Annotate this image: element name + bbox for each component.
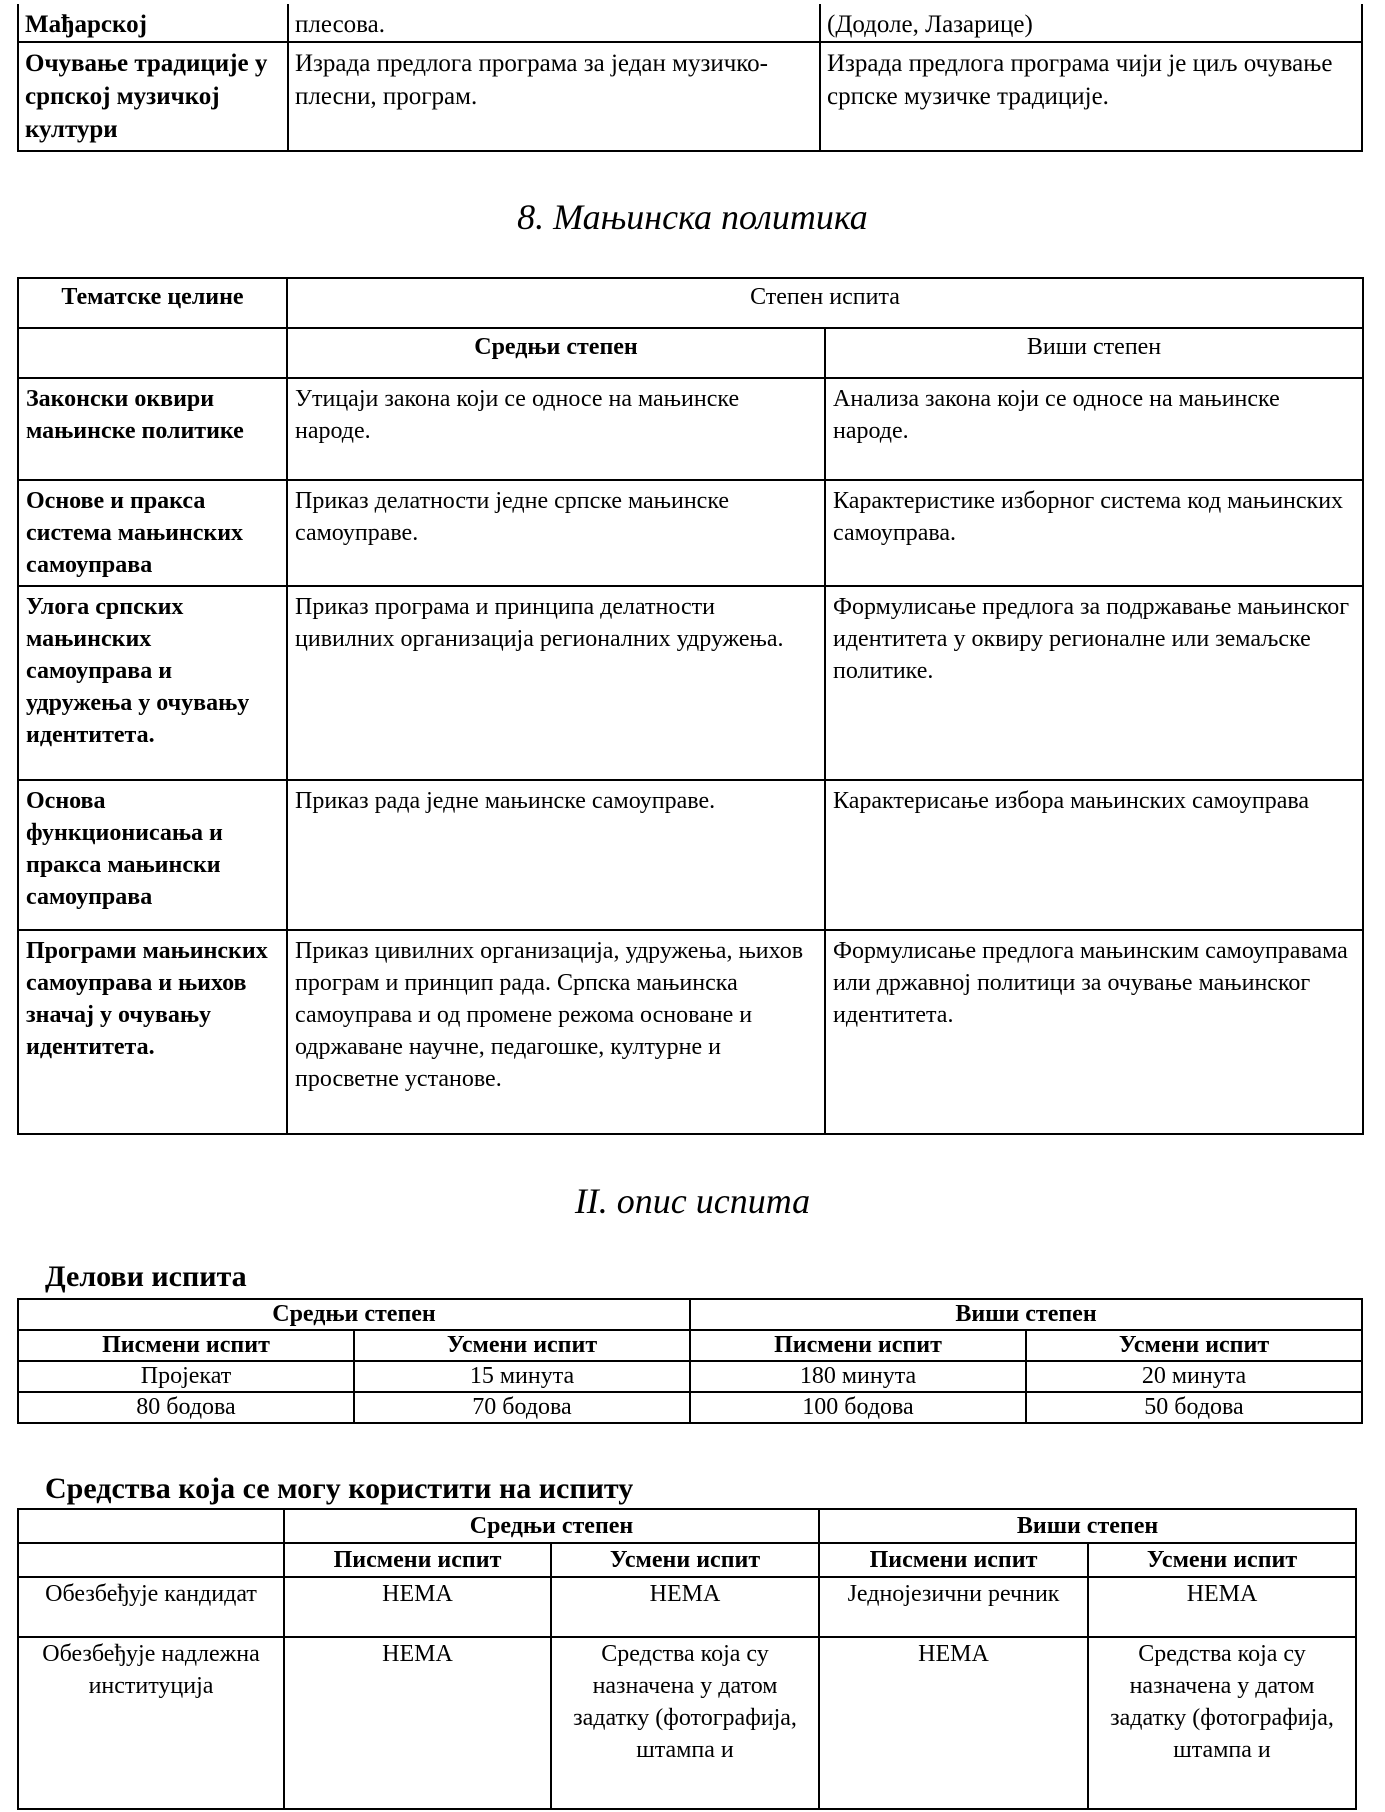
mid-level-cell: Приказ делатности једне српске мањинске самоуправе.	[287, 480, 825, 586]
table-cell: 70 бодова	[354, 1392, 690, 1423]
table-cell: НЕМА	[284, 1577, 551, 1637]
table-row	[18, 1392, 1362, 1423]
exam-parts-table	[17, 1298, 1363, 1424]
header-high-level: Виши степен	[825, 328, 1363, 378]
table-cell: 15 минута	[354, 1361, 690, 1392]
theme-cell: Мађарској	[18, 4, 288, 42]
table-cell: 50 бодова	[1026, 1392, 1362, 1423]
table-row	[18, 378, 1363, 480]
table-header-row	[18, 1509, 1356, 1543]
high-level-cell: Карактеристике изборног система код мањинских самоуправа.	[825, 480, 1363, 586]
table-cell: Пројекат	[18, 1361, 354, 1392]
header-oral: Усмени испит	[551, 1543, 819, 1577]
table-cell: 180 минута	[690, 1361, 1026, 1392]
header-exam-level: Степен испита	[287, 278, 1363, 328]
header-written: Писмени испит	[819, 1543, 1088, 1577]
row-label: Обезбеђује надлежна институција	[18, 1637, 284, 1809]
mid-level-cell: Израда предлога програма за један музичко-плесни, програм.	[288, 42, 820, 151]
table-cell: НЕМА	[819, 1637, 1088, 1809]
mid-level-cell: Утицаји закона који се односе на мањинске народе.	[287, 378, 825, 480]
empty-cell	[18, 1543, 284, 1577]
table-cell: НЕМА	[551, 1577, 819, 1637]
table-header-row	[18, 278, 1363, 328]
section-title-minority-policy: 8. Мањинска политика	[517, 197, 868, 237]
high-level-cell: Формулисање предлога мањинским самоуправама или државној политици за очување мањинског идентитета.	[825, 930, 1363, 1134]
header-high-level: Виши степен	[819, 1509, 1356, 1543]
theme-cell: Програми мањинских самоуправа и њихов значај у очувању идентитета.	[18, 930, 287, 1134]
table-cell: 20 минута	[1026, 1361, 1362, 1392]
table-row	[18, 930, 1363, 1134]
header-oral: Усмени испит	[1088, 1543, 1356, 1577]
table-row	[18, 480, 1363, 586]
table-cell: Средства која су назначена у датом задатку (фотографија, штампа и	[1088, 1637, 1356, 1809]
header-written: Писмени испит	[690, 1330, 1026, 1361]
exam-parts-heading: Делови испита	[45, 1260, 247, 1293]
high-level-cell: (Додоле, Лазарице)	[820, 4, 1362, 42]
table-header-row	[18, 328, 1363, 378]
table-row	[18, 4, 1362, 42]
theme-cell: Очување традиције у српској музичкој култури	[18, 42, 288, 151]
table-cell: Једнојезични речник	[819, 1577, 1088, 1637]
row-label: Обезбеђује кандидат	[18, 1577, 284, 1637]
empty-cell	[18, 328, 287, 378]
mid-level-cell: Приказ рада једне мањинске самоуправе.	[287, 780, 825, 930]
header-themes: Тематске целине	[18, 278, 287, 328]
theme-cell: Законски оквири мањинске политике	[18, 378, 287, 480]
allowed-means-heading: Средства која се могу користити на испиту	[45, 1472, 634, 1505]
header-written: Писмени испит	[284, 1543, 551, 1577]
high-level-cell: Карактерисање избора мањинских самоуправа	[825, 780, 1363, 930]
table-cell: Средства која су назначена у датом задатку (фотографија, штампа и	[551, 1637, 819, 1809]
header-mid-level: Средњи степен	[284, 1509, 819, 1543]
table-row	[18, 1361, 1362, 1392]
table-row	[18, 780, 1363, 930]
table-header-row	[18, 1543, 1356, 1577]
header-high-level: Виши степен	[690, 1299, 1362, 1330]
header-oral: Усмени испит	[354, 1330, 690, 1361]
table-row	[18, 42, 1362, 151]
header-mid-level: Средњи степен	[18, 1299, 690, 1330]
allowed-means-table	[17, 1508, 1357, 1810]
table-cell: 100 бодова	[690, 1392, 1026, 1423]
high-level-cell: Израда предлога програма чији је циљ очување српске музичке традиције.	[820, 42, 1362, 151]
minority-policy-table	[17, 277, 1364, 1135]
mid-level-cell: Приказ цивилних организација, удружења, њихов програм и принцип рада. Српска мањинска самоуправа и од промене режома основане и одржаване научне, педагошке, културне и просветне установе.	[287, 930, 825, 1134]
empty-cell	[18, 1509, 284, 1543]
section-title-exam-description: II. опис испита	[574, 1181, 811, 1221]
high-level-cell: Формулисање предлога за подржавање мањинског идентитета у оквиру регионалне или земаљске политике.	[825, 586, 1363, 780]
header-mid-level: Средњи степен	[287, 328, 825, 378]
curriculum-table-continued	[17, 4, 1363, 152]
mid-level-cell: Приказ програма и принципа делатности цивилних организација регионалних удружења.	[287, 586, 825, 780]
table-row	[18, 1577, 1356, 1637]
table-header-row	[18, 1330, 1362, 1361]
mid-level-cell: плесова.	[288, 4, 820, 42]
table-header-row	[18, 1299, 1362, 1330]
theme-cell: Улога српских мањинских самоуправа и удружења у очувању идентитета.	[18, 586, 287, 780]
theme-cell: Основе и пракса система мањинских самоуправа	[18, 480, 287, 586]
table-row	[18, 586, 1363, 780]
header-written: Писмени испит	[18, 1330, 354, 1361]
table-cell: НЕМА	[1088, 1577, 1356, 1637]
table-cell: НЕМА	[284, 1637, 551, 1809]
table-cell: 80 бодова	[18, 1392, 354, 1423]
high-level-cell: Анализа закона који се односе на мањинске народе.	[825, 378, 1363, 480]
header-oral: Усмени испит	[1026, 1330, 1362, 1361]
table-row	[18, 1637, 1356, 1809]
theme-cell: Основа функционисања и пракса мањински самоуправа	[18, 780, 287, 930]
